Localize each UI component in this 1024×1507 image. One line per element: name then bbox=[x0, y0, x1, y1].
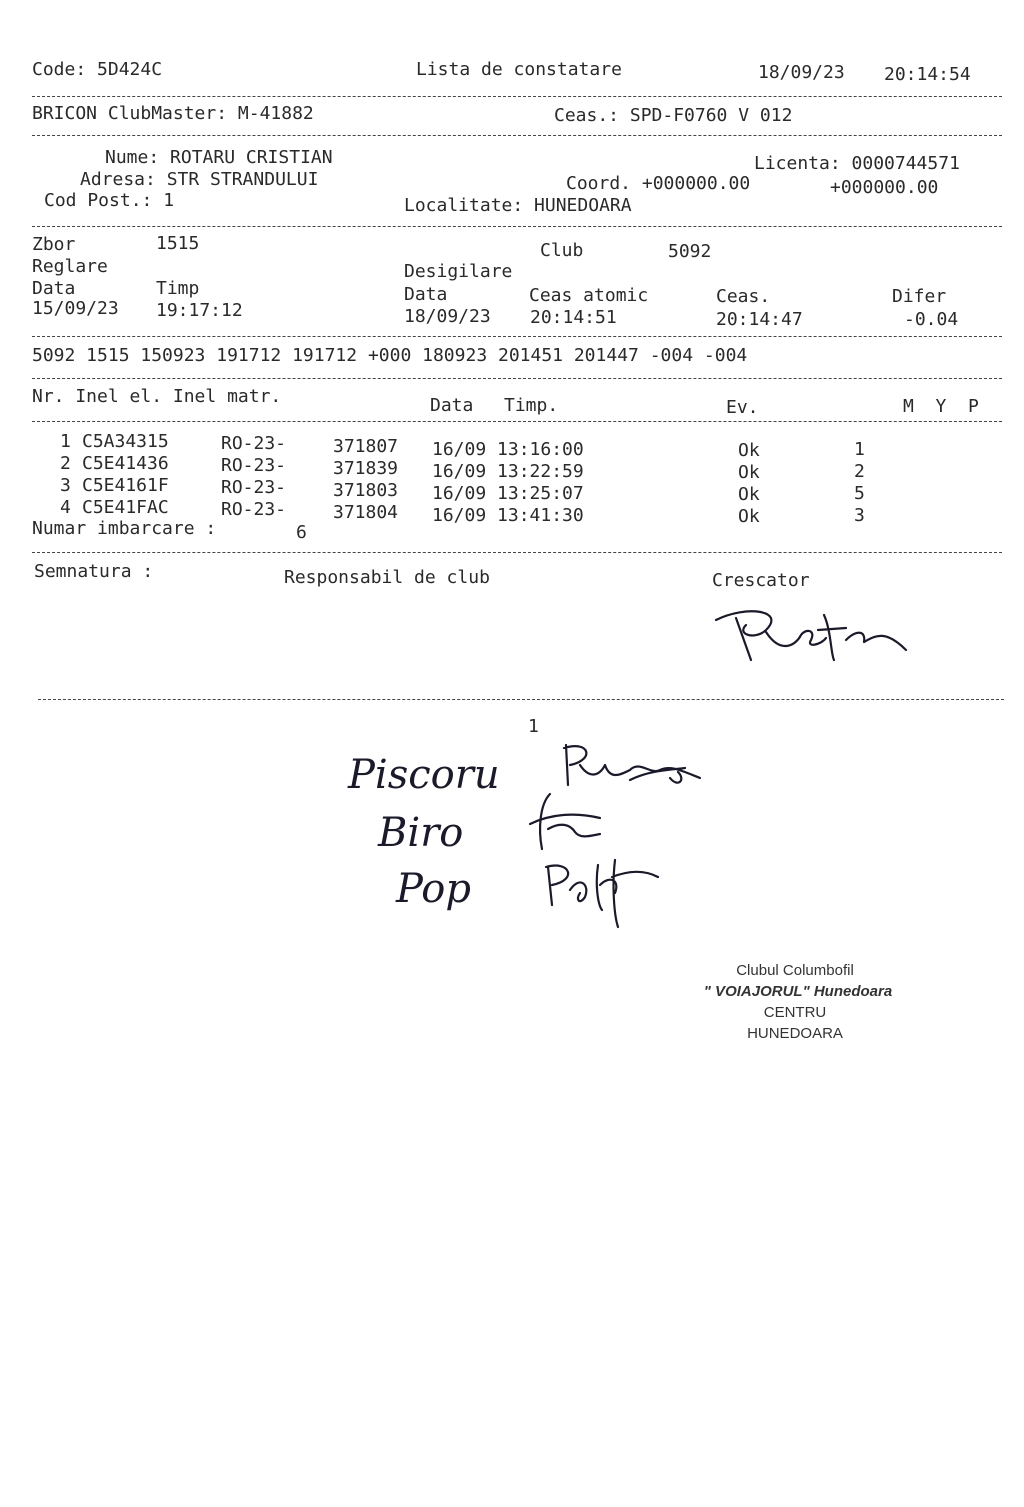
signature-2 bbox=[520, 784, 620, 854]
row-inel-el: C5E41FAC bbox=[82, 497, 169, 518]
boarding-label: Numar imbarcare : bbox=[32, 518, 217, 539]
report-code: Code: 5D424C bbox=[32, 59, 163, 80]
reglare-date: 15/09/23 bbox=[32, 298, 119, 319]
row-ev: Ok bbox=[738, 440, 760, 461]
row-matr-no: 371804 bbox=[333, 502, 399, 523]
divider bbox=[32, 135, 1002, 136]
stamp-line-1: Clubul Columbofil bbox=[736, 962, 854, 979]
divider bbox=[32, 226, 1002, 227]
row-matr-no: 371839 bbox=[333, 458, 399, 479]
reglare-timp-label: Timp bbox=[156, 278, 200, 299]
row-nr: 1 bbox=[60, 431, 71, 452]
clock-id: Ceas.: SPD-F0760 V 012 bbox=[554, 105, 793, 126]
owner-coord-2: +000000.00 bbox=[830, 177, 939, 198]
row-nr: 2 bbox=[60, 453, 71, 474]
row-inel-matr: RO-23- bbox=[221, 477, 287, 498]
club-value: 5092 bbox=[668, 241, 712, 262]
desig-date: 18/09/23 bbox=[404, 306, 491, 327]
clubmaster-id: BRICON ClubMaster: M-41882 bbox=[32, 103, 314, 124]
divider bbox=[32, 421, 1002, 422]
divider bbox=[38, 699, 1004, 700]
reglare-time: 19:17:12 bbox=[156, 300, 243, 321]
signature-label: Semnatura : bbox=[34, 561, 154, 582]
row-inel-el: C5E4161F bbox=[82, 475, 169, 496]
row-datetime: 16/09 13:41:30 bbox=[432, 505, 584, 526]
difer-value: -0.04 bbox=[904, 309, 959, 330]
ceas-label: Ceas. bbox=[716, 286, 771, 307]
owner-license: Licenta: 0000744571 bbox=[754, 153, 960, 174]
report-time: 20:14:54 bbox=[884, 64, 971, 85]
zbor-label: Zbor bbox=[32, 234, 76, 255]
divider bbox=[32, 378, 1002, 379]
owner-coord: Coord. +000000.00 bbox=[566, 173, 751, 194]
row-inel-matr: RO-23- bbox=[221, 499, 287, 520]
page-number: 1 bbox=[528, 716, 539, 737]
row-datetime: 16/09 13:16:00 bbox=[432, 439, 584, 460]
code-line: 5092 1515 150923 191712 191712 +000 180923 201451 201447 -004 -004 bbox=[32, 345, 748, 366]
breeder-label: Crescator bbox=[712, 570, 810, 591]
owner-postcode: Cod Post.: 1 bbox=[44, 190, 175, 211]
row-datetime: 16/09 13:25:07 bbox=[432, 483, 584, 504]
reglare-label: Reglare bbox=[32, 256, 108, 277]
row-ev: Ok bbox=[738, 506, 760, 527]
reglare-data-label: Data bbox=[32, 278, 76, 299]
boarding-value: 6 bbox=[296, 522, 307, 543]
row-nr: 3 bbox=[60, 475, 71, 496]
row-inel-el: C5E41436 bbox=[82, 453, 169, 474]
row-inel-el: C5A34315 bbox=[82, 431, 169, 452]
ceas-atomic-value: 20:14:51 bbox=[530, 307, 617, 328]
row-m: 5 bbox=[854, 483, 865, 504]
signature-3 bbox=[540, 855, 670, 935]
col-header-ev: Ev. bbox=[726, 397, 759, 418]
divider bbox=[32, 552, 1002, 553]
row-matr-no: 371807 bbox=[333, 436, 399, 457]
club-label: Club bbox=[540, 240, 584, 261]
row-matr-no: 371803 bbox=[333, 480, 399, 501]
col-header-rings: Nr. Inel el. Inel matr. bbox=[32, 386, 282, 407]
owner-address: Adresa: STR STRANDULUI bbox=[80, 169, 319, 190]
handwritten-name-1: Piscoru bbox=[348, 752, 500, 798]
row-m: 1 bbox=[854, 439, 865, 460]
divider bbox=[32, 96, 1002, 97]
ceas-atomic-label: Ceas atomic bbox=[529, 285, 649, 306]
row-m: 2 bbox=[854, 461, 865, 482]
stamp-line-4: HUNEDOARA bbox=[747, 1025, 843, 1042]
club-responsible-label: Responsabil de club bbox=[284, 567, 490, 588]
row-inel-matr: RO-23- bbox=[221, 433, 287, 454]
handwritten-name-2: Biro bbox=[378, 810, 464, 856]
breeder-signature bbox=[706, 600, 916, 670]
ceas-value: 20:14:47 bbox=[716, 309, 803, 330]
col-header-myp: M Y P bbox=[903, 396, 979, 417]
zbor-value: 1515 bbox=[156, 233, 200, 254]
handwritten-name-3: Pop bbox=[396, 866, 471, 912]
row-nr: 4 bbox=[60, 497, 71, 518]
stamp-line-2: " VOIAJORUL" Hunedoara bbox=[703, 983, 893, 1000]
desigilare-label: Desigilare bbox=[404, 261, 513, 282]
report-date: 18/09/23 bbox=[758, 62, 845, 83]
col-header-data: Data bbox=[430, 395, 474, 416]
col-header-timp: Timp. bbox=[504, 395, 559, 416]
row-ev: Ok bbox=[738, 484, 760, 505]
owner-name: Nume: ROTARU CRISTIAN bbox=[105, 147, 333, 168]
row-datetime: 16/09 13:22:59 bbox=[432, 461, 584, 482]
row-inel-matr: RO-23- bbox=[221, 455, 287, 476]
divider bbox=[32, 336, 1002, 337]
stamp-line-3: CENTRU bbox=[763, 1004, 827, 1021]
desig-data-label: Data bbox=[404, 284, 448, 305]
row-ev: Ok bbox=[738, 462, 760, 483]
report-title: Lista de constatare bbox=[416, 59, 622, 80]
owner-locality: Localitate: HUNEDOARA bbox=[404, 195, 632, 216]
difer-label: Difer bbox=[892, 286, 947, 307]
row-m: 3 bbox=[854, 505, 865, 526]
